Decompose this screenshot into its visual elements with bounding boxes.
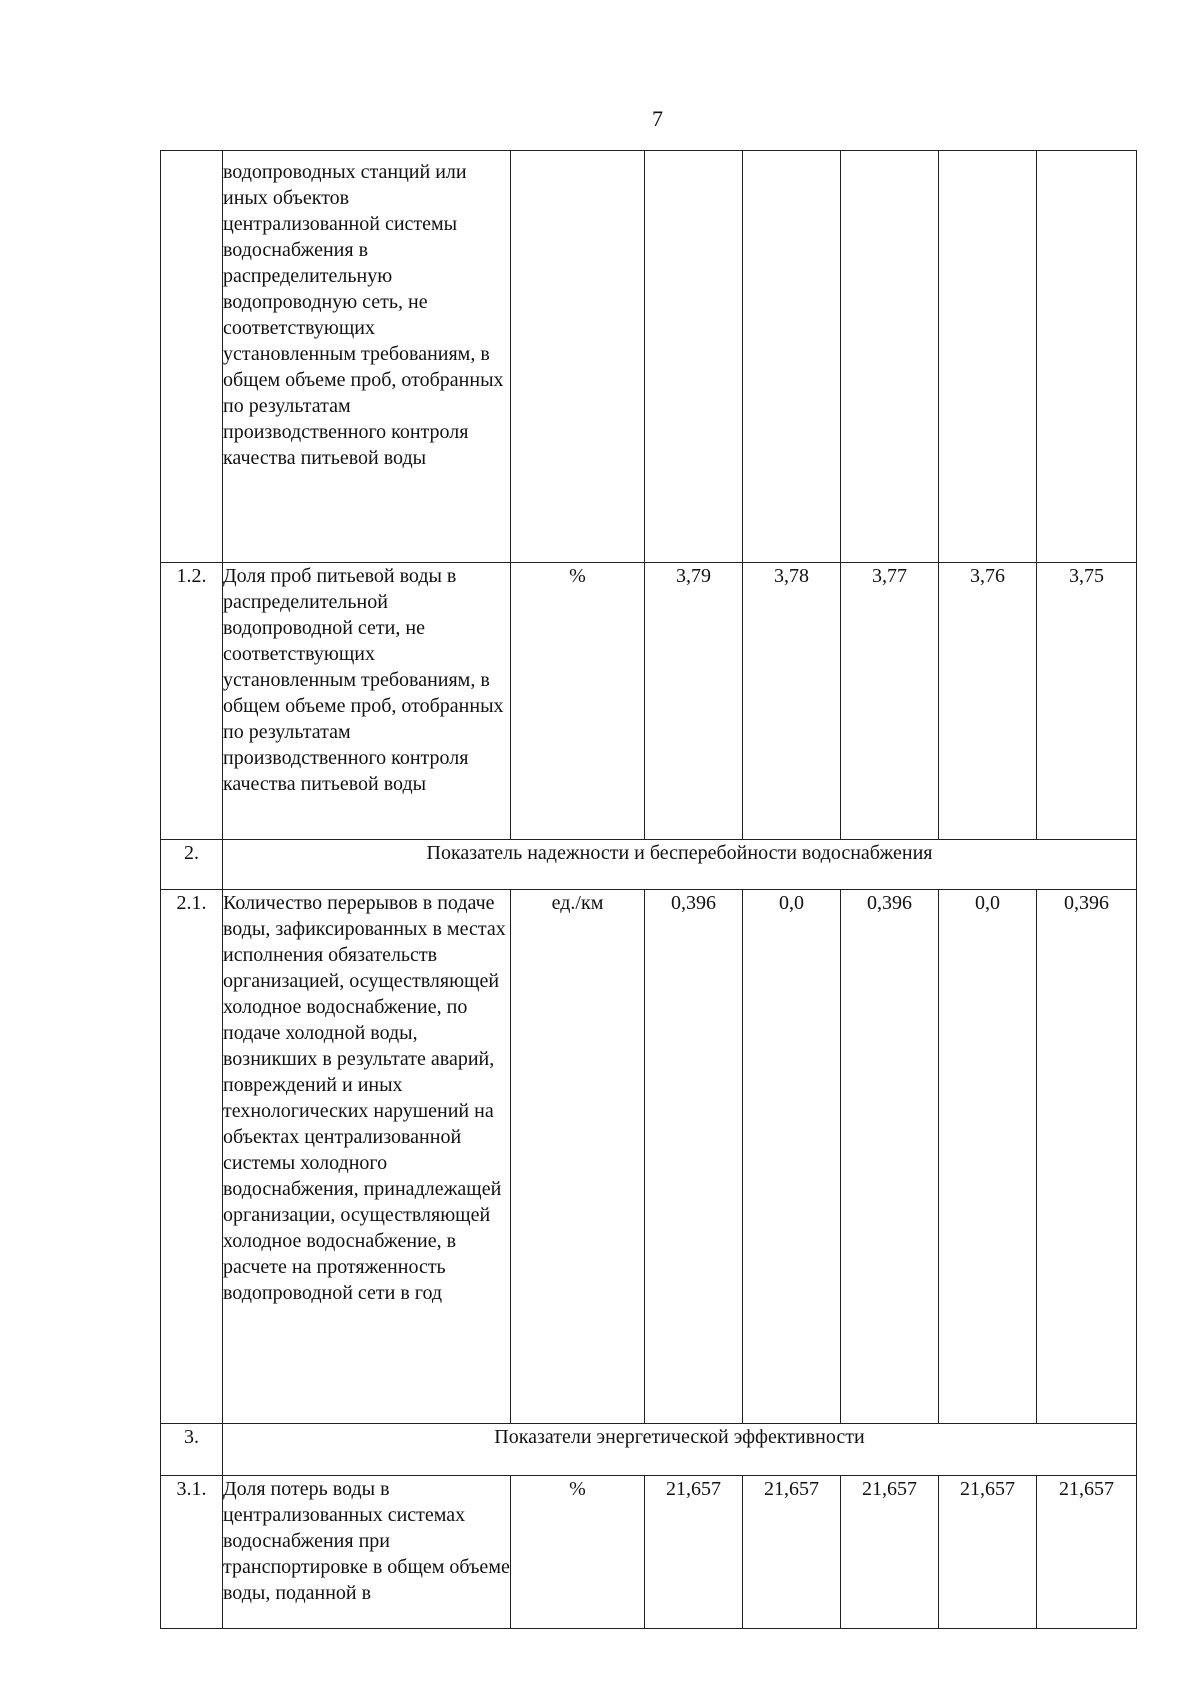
value-cell: 3,79	[645, 563, 743, 840]
indicator-description: Доля проб питьевой воды в распределительной водопроводной сети, не соответствующих установленным требованиям, в общем объеме проб, отобранных по результатам производственного контроля качества питьевой воды	[223, 563, 511, 840]
value-cell: 21,657	[645, 1476, 743, 1629]
section-title: Показатели энергетической эффективности	[223, 1424, 1137, 1476]
indicator-description: водопроводных станций или иных объектов централизованной системы водоснабжения в распределительную водопроводную сеть, не соответствующих установленным требованиям, в общем объеме проб, отобранных по результатам производственного контроля качества питьевой воды	[223, 151, 511, 563]
unit-cell: ед./км	[511, 890, 645, 1424]
section-row	[161, 1424, 1137, 1476]
value-cell: 3,76	[939, 563, 1037, 840]
row-number: 2.1.	[161, 890, 223, 1424]
indicator-description: Количество перерывов в подаче воды, зафиксированных в местах исполнения обязательств организацией, осуществляющей холодное водоснабжение, по подаче холодной воды, возникших в результате аварий, повреждений и иных технологических нарушений на объектах централизованной системы холодного водоснабжения, принадлежащей организации, осуществляющей холодное водоснабжение, в расчете на протяженность водопроводной сети в год	[223, 890, 511, 1424]
page-number: 7	[652, 106, 663, 131]
value-cell	[743, 151, 841, 563]
value-cell: 0,396	[1037, 890, 1137, 1424]
section-number: 2.	[161, 840, 223, 890]
section-row	[161, 840, 1137, 890]
row-number	[161, 151, 223, 563]
value-cell	[645, 151, 743, 563]
section-title: Показатель надежности и бесперебойности водоснабжения	[223, 840, 1137, 890]
indicators-table	[160, 150, 1137, 1629]
value-cell: 3,77	[841, 563, 939, 840]
value-cell: 21,657	[939, 1476, 1037, 1629]
unit-cell	[511, 151, 645, 563]
value-cell	[841, 151, 939, 563]
value-cell	[939, 151, 1037, 563]
row-number: 3.1.	[161, 1476, 223, 1629]
value-cell: 3,78	[743, 563, 841, 840]
table-row	[161, 890, 1137, 1424]
unit-cell: %	[511, 563, 645, 840]
value-cell	[1037, 151, 1137, 563]
value-cell: 3,75	[1037, 563, 1137, 840]
indicator-description: Доля потерь воды в централизованных системах водоснабжения при транспортировке в общем объеме воды, поданной в	[223, 1476, 511, 1629]
section-number: 3.	[161, 1424, 223, 1476]
table-row	[161, 151, 1137, 563]
table-row	[161, 563, 1137, 840]
value-cell: 0,396	[645, 890, 743, 1424]
value-cell: 0,0	[939, 890, 1037, 1424]
value-cell: 0,0	[743, 890, 841, 1424]
value-cell: 21,657	[743, 1476, 841, 1629]
row-number: 1.2.	[161, 563, 223, 840]
table-row	[161, 1476, 1137, 1629]
value-cell: 0,396	[841, 890, 939, 1424]
unit-cell: %	[511, 1476, 645, 1629]
value-cell: 21,657	[1037, 1476, 1137, 1629]
value-cell: 21,657	[841, 1476, 939, 1629]
